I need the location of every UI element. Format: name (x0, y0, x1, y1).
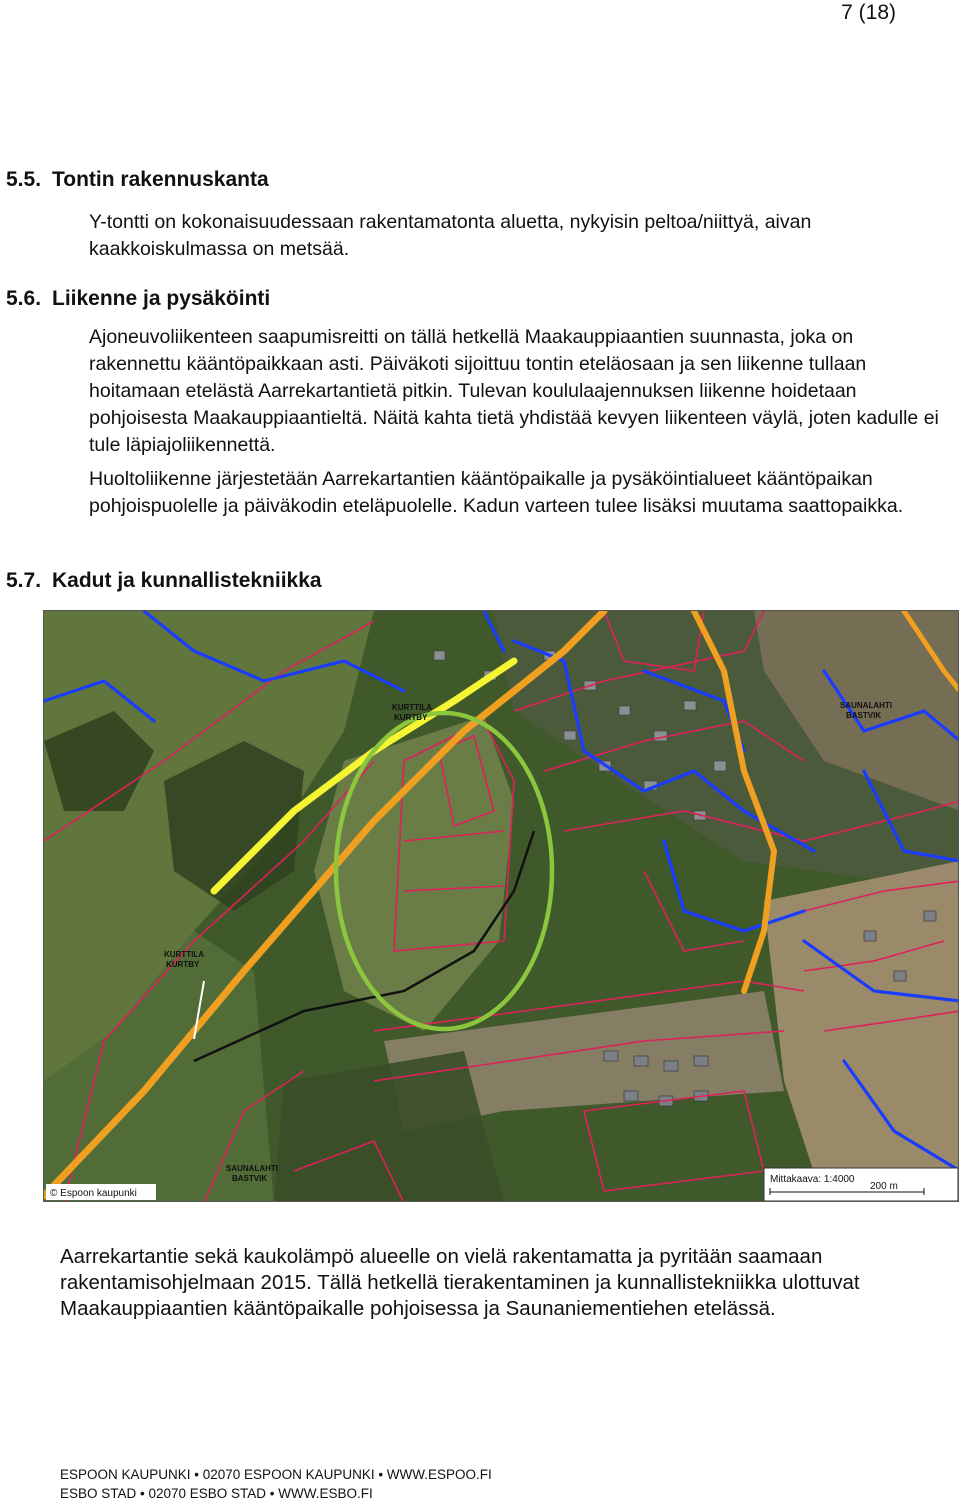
section-number: 5.7. (6, 569, 42, 592)
section-heading-5-6 (6, 286, 270, 312)
page-number: 7 (18) (841, 1, 896, 24)
footer-line-finnish: ESPOON KAUPUNKI • 02070 ESPOON KAUPUNKI • WWW.ESPOO.FI (60, 1467, 492, 1482)
paragraph-traffic: Ajoneuvoliikenteen saapumisreitti on tällä hetkellä Maakauppiaantien suunnasta, joka on rakennettu kääntöpaikkaan asti. Päiväkoti sijoittuu tontin eteläosaan ja sen liikenne tullaan hoitamaan etelästä Aarrekartantietä pitkin. Tulevan koululaajennuksen liikenne hoidetaan pohjoisesta Maakauppiaantieltä. Näitä kahta tietä yhdistää kevyen liikenteen väylä, joten kadulle ei tule läpiajoliikennettä. (89, 326, 939, 456)
section-title: Liikenne ja pysäköinti (52, 287, 271, 310)
map-canvas (44, 611, 959, 1202)
copyright-text: © Espoon kaupunki (50, 1188, 137, 1199)
footer-line-swedish: ESBO STAD • 02070 ESBO STAD • WWW.ESBO.FI (60, 1486, 373, 1501)
label-saunalahti-ne: SAUNALAHTI (840, 701, 892, 710)
paragraph-building-stock: Y-tontti on kokonaisuudessaan rakentamatonta aluetta, nykyisin peltoa/niittyä, aivan kaakkoiskulmassa on metsää. (89, 211, 812, 260)
label-kurttila-west: KURTTILA (164, 950, 204, 959)
label-bastvik-s: BASTVIK (232, 1174, 268, 1183)
scale-distance: 200 m (870, 1181, 898, 1192)
section-title: Tontin rakennuskanta (52, 168, 269, 191)
section-title: Kadut ja kunnallistekniikka (52, 569, 322, 592)
paragraph-streets: Aarrekartantie sekä kaukolämpö alueelle on vielä rakentamatta ja pyritään saamaan rakentamisohjelmaan 2015. Tällä hetkellä tierakentaminen ja kunnallistekniikka ulottuvat Maakauppiaantien kääntöpaikalle pohjoisessa ja Saunaniementiehen etelässä. (60, 1245, 860, 1320)
section-heading-5-5 (6, 167, 269, 193)
aerial-map (43, 610, 959, 1202)
section-number: 5.6. (6, 287, 42, 310)
label-bastvik-ne: BASTVIK (846, 711, 882, 720)
paragraph-service-traffic: Huoltoliikenne järjestetään Aarrekartantien kääntöpaikalle ja pysäköintialueet kääntöpaikan pohjoispuolelle ja päiväkodin eteläpuolelle. Kadun varteen tulee lisäksi muutama saattopaikka. (89, 468, 904, 517)
label-kurtby-west: KURTBY (166, 960, 200, 969)
label-kurtby-north: KURTBY (394, 713, 428, 722)
label-saunalahti-s: SAUNALAHTI (226, 1164, 278, 1173)
section-heading-5-7 (6, 568, 322, 594)
scale-label: Mittakaava: 1:4000 (770, 1174, 855, 1185)
section-number: 5.5. (6, 168, 42, 191)
label-kurttila-north: KURTTILA (392, 703, 432, 712)
